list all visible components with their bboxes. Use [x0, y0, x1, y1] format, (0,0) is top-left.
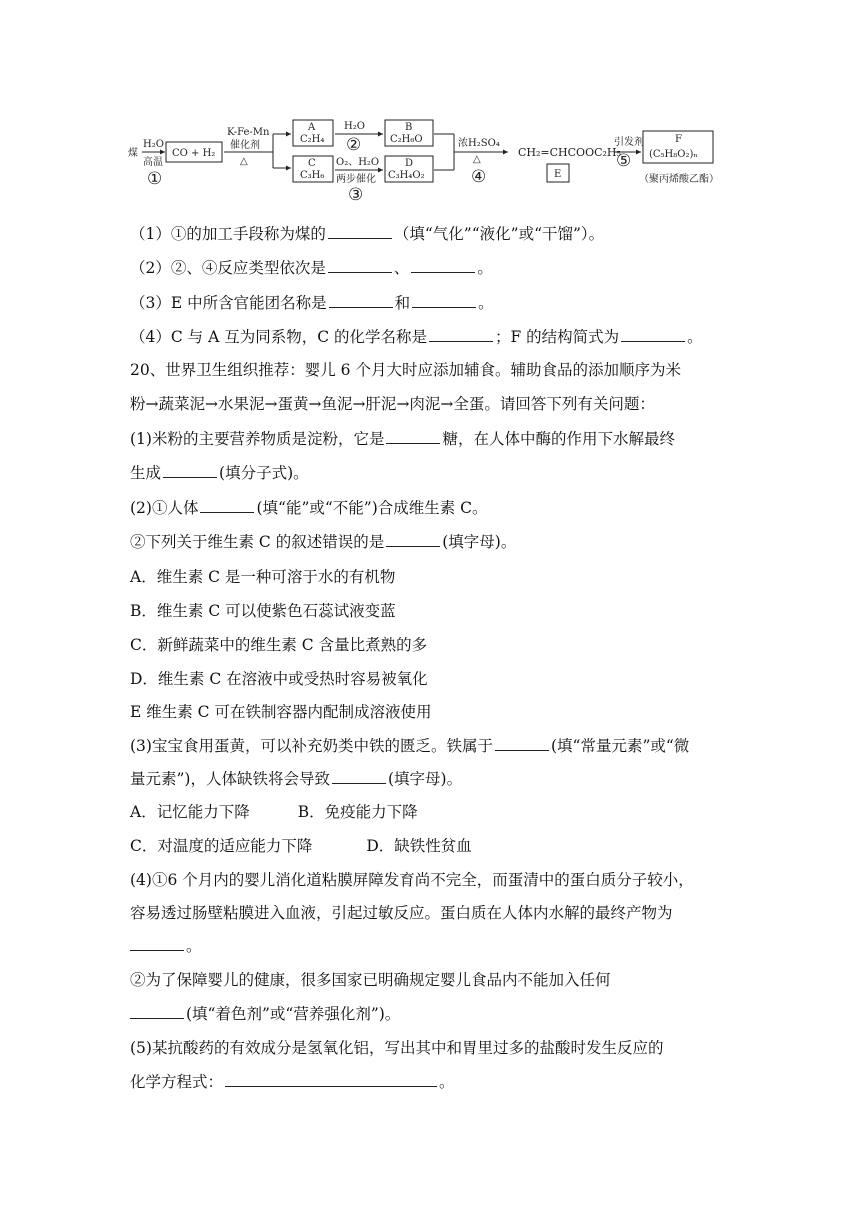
answer-blank[interactable]: [429, 327, 493, 342]
step5-reagent: 引发剂: [614, 137, 644, 148]
answer-blank[interactable]: [328, 258, 392, 273]
reaction-scheme-diagram: [128, 121, 738, 205]
box-e-label: E: [554, 169, 562, 180]
step2-number: ②: [346, 135, 362, 155]
answer-blank[interactable]: [386, 532, 440, 547]
part-1-line1: (1)米粉的主要营养物质是淀粉，它是 糖，在人体中酶的作用下水解最终: [130, 430, 675, 448]
question-4: （4）C 与 A 互为同系物，C 的化学名称是 ；F 的结构简式为 。: [130, 328, 703, 346]
answer-blank[interactable]: [130, 1004, 184, 1019]
answer-blank[interactable]: [495, 736, 549, 751]
box-c-label: C: [308, 158, 316, 169]
part-4-line4: ②为了保障婴儿的健康，很多国家已明确规定婴儿食品内不能加入任何: [130, 971, 611, 989]
step3-condition: 两步催化: [336, 174, 376, 185]
part-1-line2: 生成 (填分子式)。: [130, 464, 309, 482]
box-f-label: F: [675, 134, 682, 145]
part-5-line1: (5)某抗酸药的有效成分是氢氧化铝，写出其中和胃里过多的盐酸时发生反应的: [130, 1039, 664, 1057]
box-d-formula: C₃H₄O₂: [388, 170, 425, 181]
question-2: （2）②、④反应类型依次是 、 。: [130, 259, 493, 277]
step3-number: ③: [348, 185, 364, 205]
syngas-label: CO + H₂: [172, 148, 216, 159]
catalyst-heat: △: [240, 156, 248, 167]
answer-blank[interactable]: [386, 429, 440, 444]
option-e: E 维生素 C 可在铁制容器内配制成溶液使用: [130, 703, 432, 721]
part-2-line2: ②下列关于维生素 C 的叙述错误的是 (填字母)。: [130, 533, 517, 551]
question-1: （1）①的加工手段称为煤的 （填“气化”“液化”或“干馏”）。: [130, 225, 605, 243]
box-a-formula: C₂H₄: [300, 134, 325, 145]
catalyst-name: K-Fe-Mn: [227, 127, 270, 138]
step1-number: ①: [147, 169, 163, 189]
option-c: C．新鲜蔬菜中的维生素 C 含量比煮熟的多: [130, 636, 428, 654]
answer-blank[interactable]: [332, 769, 386, 784]
step1-condition: 高温: [143, 157, 163, 168]
box-d-label: D: [405, 158, 414, 169]
answer-blank[interactable]: [130, 936, 184, 951]
box-c-formula: C₃H₆: [300, 170, 325, 181]
part-4-line5: (填“着色剂”或“营养强化剂”)。: [130, 1003, 400, 1025]
box-b-formula: C₂H₆O: [390, 134, 423, 145]
answer-blank[interactable]: [328, 224, 392, 239]
answer-blank[interactable]: [412, 293, 476, 308]
part-3-line2: 量元素”)，人体缺铁将会导致 (填字母)。: [130, 770, 463, 788]
step2-reagent: H₂O: [344, 121, 365, 132]
box-f-name: （聚丙烯酸乙酯）: [639, 174, 719, 185]
part-4-line3: 。: [130, 935, 202, 957]
coal-label: 煤: [128, 148, 138, 159]
part-2-line1: (2)①人体 (填“能”或“不能”)合成维生素 C。: [130, 499, 488, 517]
ester-formula: CH₂=CHCOOC₂H₅: [518, 146, 621, 159]
step4-heat: △: [473, 154, 481, 165]
box-b-label: B: [405, 122, 413, 133]
answer-blank[interactable]: [200, 498, 254, 513]
option-d: D．维生素 C 在溶液中或受热时容易被氧化: [130, 670, 428, 688]
part-3-options-row1: A．记忆能力下降 B．免疫能力下降: [130, 803, 418, 821]
part-4-line1: (4)①6 个月内的婴儿消化道粘膜屏障发育尚不完全，而蛋清中的蛋白质分子较小，: [130, 871, 694, 889]
question-20-intro-line1: 20、世界卫生组织推荐：婴儿 6 个月大时应添加辅食。辅助食品的添加顺序为米: [130, 361, 681, 379]
option-a: A．维生素 C 是一种可溶于水的有机物: [130, 568, 396, 586]
box-f-formula: (C₅H₈O₂)ₙ: [649, 149, 698, 160]
catalyst-label: 催化剂: [230, 140, 260, 151]
step5-number: ⑤: [616, 151, 632, 171]
part-4-line2: 容易透过肠壁粘膜进入血液，引起过敏反应。蛋白质在人体内水解的最终产物为: [130, 904, 673, 922]
box-a-label: A: [308, 122, 316, 133]
step3-reagent: O₂、H₂O: [336, 157, 380, 168]
question-3: （3）E 中所含官能团名称是 和 。: [130, 294, 494, 312]
answer-blank[interactable]: [329, 293, 393, 308]
part-3-line1: (3)宝宝食用蛋黄，可以补充奶类中铁的匮乏。铁属于 (填“常量元素”或“微: [130, 737, 690, 755]
step4-number: ④: [471, 167, 487, 187]
step1-reagent: H₂O: [143, 139, 164, 150]
answer-blank[interactable]: [163, 463, 217, 478]
answer-blank[interactable]: [225, 1072, 437, 1087]
option-b: B．维生素 C 可以使紫色石蕊试液变蓝: [130, 602, 396, 620]
part-3-options-row2: C．对温度的适应能力下降 D．缺铁性贫血: [130, 837, 472, 855]
part-5-line2: 化学方程式： 。: [130, 1073, 455, 1091]
question-20-intro-line2: 粉→蔬菜泥→水果泥→蛋黄→鱼泥→肝泥→肉泥→全蛋。请回答下列有关问题：: [130, 395, 655, 413]
answer-blank[interactable]: [621, 327, 685, 342]
step4-reagent: 浓H₂SO₄: [458, 138, 500, 149]
answer-blank[interactable]: [411, 258, 475, 273]
